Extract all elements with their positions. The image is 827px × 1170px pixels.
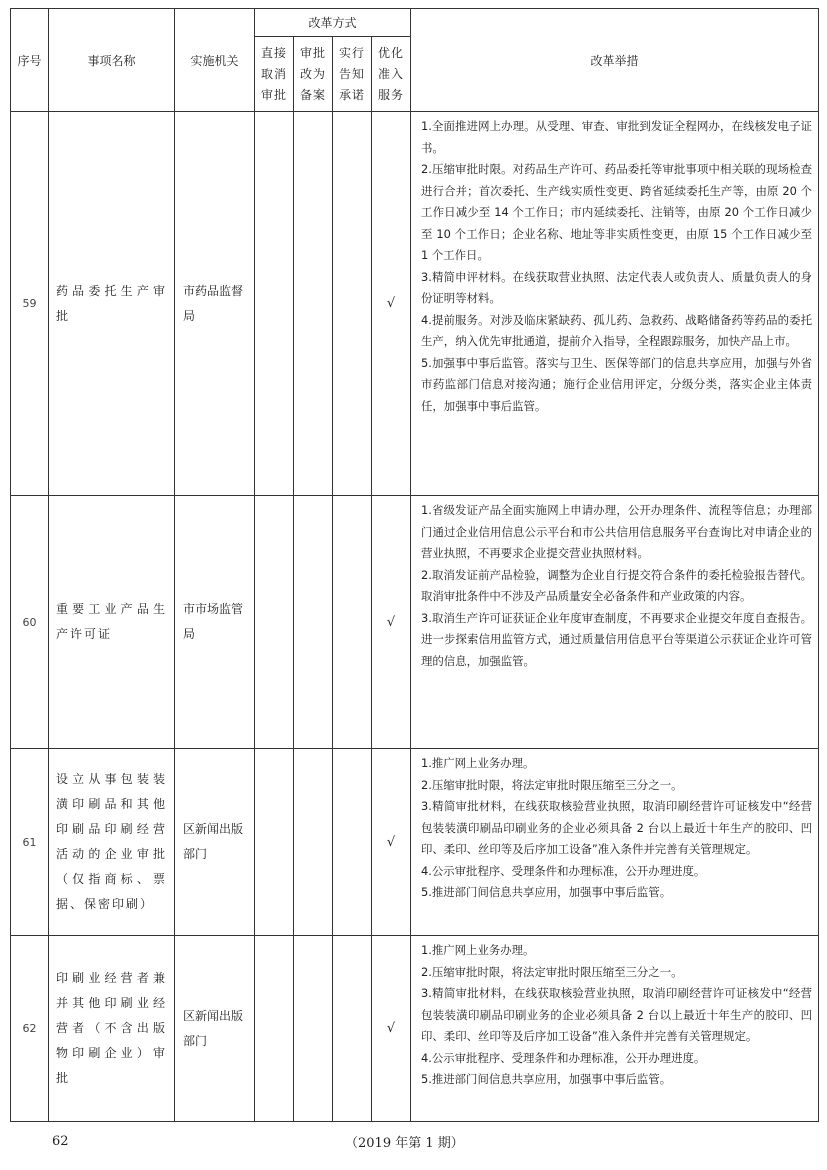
row-mode-filing [294,936,333,1122]
header-seq: 序号 [11,9,49,112]
table-row [11,749,819,936]
row-mode-direct-cancel [255,936,294,1122]
row-item-name: 重要工业产品生产许可证 [49,496,175,749]
row-mode-notify [333,112,372,496]
row-seq: 59 [11,112,49,496]
check-mark-icon: √ [372,112,411,496]
reform-table [10,8,819,1122]
row-seq: 62 [11,936,49,1122]
issue-label: （2019 年第 1 期） [345,1136,464,1151]
row-mode-direct-cancel [255,496,294,749]
check-mark-icon: √ [372,749,411,936]
row-agency: 市市场监管局 [175,496,255,749]
row-measures: 1.推广网上业务办理。 2.压缩审批时限，将法定审批时限压缩至三分之一。 3.精简审批材料，在线获取核验营业执照，取消印刷经营许可证核发中“经营包装装潢印刷品印刷业务的企业必须具备 2 台以上最近十年生产的胶印、凹印、柔印、丝印等及后序加工设备”准入条件并完善有关管理规定。 4.公示审批程序、受理条件和办理标准，公开办理进度。 5.推进部门间信息共享应用，加强事中事后监管。 [411,936,819,1122]
row-agency: 市药品监督局 [175,112,255,496]
row-seq: 61 [11,749,49,936]
header-mode-direct-cancel: 直接 取消 审批 [255,37,294,112]
header-mode-notify: 实行 告知 承诺 [333,37,372,112]
row-measures: 1.全面推进网上办理。从受理、审查、审批到发证全程网办，在线核发电子证书。 2.压缩审批时限。对药品生产许可、药品委托等审批事项中相关联的现场检查进行合并；首次委托、生产线实质性变更、跨省延续委托生产等，由原 20 个工作日减少至 14 个工作日；市内延续委托、注销等，由原 20 个工作日减少至 10 个工作日；企业名称、地址等非实质性变更，由原 15 个工作日减少至 1 个工作日。 3.精简申评材料。在线获取营业执照、法定代表人或负责人、质量负责人的身份证明等材料。 4.提前服务。对涉及临床紧缺药、孤儿药、急救药、战略储备药等药品的委托生产，纳入优先审批通道，提前介入指导，全程跟踪服务，加快产品上市。 5.加强事中事后监管。落实与卫生、医保等部门的信息共享应用，加强与外省市药监部门信息对接沟通；施行企业信用评定，分级分类，落实企业主体责任，加强事中事后监管。 [411,112,819,496]
row-item-name: 药品委托生产审批 [49,112,175,496]
header-mode-filing: 审批 改为 备案 [294,37,333,112]
row-item-name: 设立从事包装装潢印刷品和其他印刷品印刷经营活动的企业审批（仅指商标、票据、保密印刷） [49,749,175,936]
table-row [11,496,819,749]
row-mode-notify [333,749,372,936]
row-agency: 区新闻出版部门 [175,936,255,1122]
row-mode-filing [294,749,333,936]
row-mode-direct-cancel [255,749,294,936]
check-mark-icon: √ [372,936,411,1122]
row-seq: 60 [11,496,49,749]
row-mode-notify [333,936,372,1122]
header-agency: 实施机关 [175,9,255,112]
row-mode-filing [294,112,333,496]
check-mark-icon: √ [372,496,411,749]
header-mode-optimize: 优化 准入 服务 [372,37,411,112]
row-measures: 1.省级发证产品全面实施网上申请办理，公开办理条件、流程等信息；办理部门通过企业信用信息公示平台和市公共信用信息服务平台查询比对申请企业的营业执照，不再要求企业提交营业执照材料。 2.取消发证前产品检验，调整为企业自行提交符合条件的委托检验报告替代。取消审批条件中不涉及产品质量安全必备条件和产业政策的内容。 3.取消生产许可证获证企业年度审查制度，不再要求企业提交年度自查报告。进一步探索信用监管方式，通过质量信用信息平台等渠道公示获证企业许可管理的信息，加强监管。 [411,496,819,749]
row-mode-direct-cancel [255,112,294,496]
row-mode-notify [333,496,372,749]
header-measures: 改革举措 [411,9,819,112]
row-mode-filing [294,496,333,749]
header-reform-mode: 改革方式 [255,9,411,37]
table-row [11,936,819,1122]
page-number: 62 [52,1134,69,1149]
row-item-name: 印刷业经营者兼并其他印刷业经营者（不含出版物印刷企业）审批 [49,936,175,1122]
row-agency: 区新闻出版部门 [175,749,255,936]
header-item-name: 事项名称 [49,9,175,112]
table-row [11,112,819,496]
row-measures: 1.推广网上业务办理。 2.压缩审批时限，将法定审批时限压缩至三分之一。 3.精简审批材料，在线获取核验营业执照，取消印刷经营许可证核发中“经营包装装潢印刷品印刷业务的企业必须具备 2 台以上最近十年生产的胶印、凹印、柔印、丝印等及后序加工设备”准入条件并完善有关管理规定。 4.公示审批程序、受理条件和办理标准，公开办理进度。 5.推进部门间信息共享应用，加强事中事后监管。 [411,749,819,936]
